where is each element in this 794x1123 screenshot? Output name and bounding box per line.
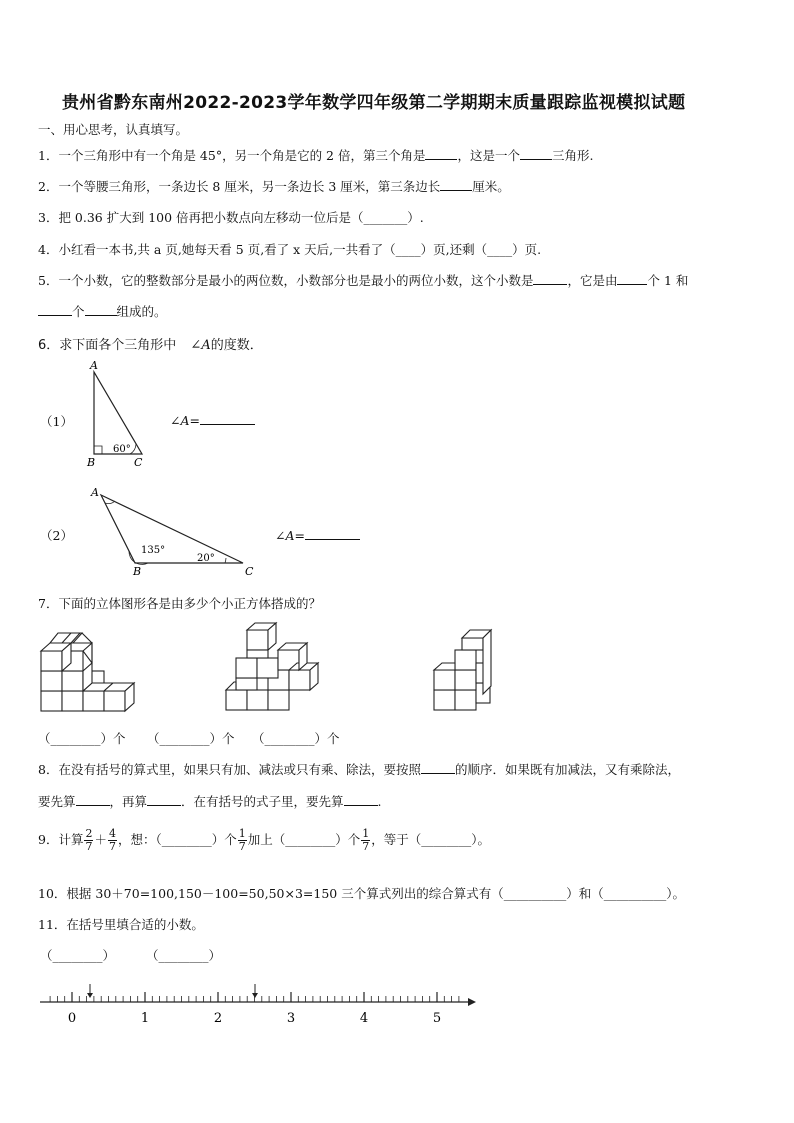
triangle-2-figure: [85, 485, 260, 577]
tri2-vertex-b: B: [133, 565, 142, 577]
question-7: 7．下面的立体图形各是由多少个小正方体搭成的？: [38, 596, 321, 611]
tri1-angle-c: 60°: [113, 444, 131, 455]
q2-text-a: 2．一个等腰三角形，一条边长 8 厘米，另一条边长 3 厘米，第三条边长: [38, 179, 441, 194]
q8-text-2d: .: [377, 794, 382, 809]
q9-f3-numerator: 1: [238, 827, 246, 840]
q8-blank-2[interactable]: [76, 793, 110, 806]
q8-text-2b: ，再算: [109, 794, 148, 809]
q11-answer-2[interactable]: （________）: [146, 948, 222, 963]
q9-add: 加上（________）个: [247, 832, 361, 847]
q9-think: ，想：（________）个: [117, 832, 237, 847]
q9-f1-numerator: 2: [85, 827, 93, 840]
number-line-arrowhead: [468, 998, 476, 1006]
question-5: [38, 271, 688, 289]
tri1-answer-label: ∠A=: [170, 413, 200, 428]
q1-text-c: 三角形.: [552, 148, 594, 163]
q11-answer-1[interactable]: （________）: [40, 948, 116, 963]
q5-text-a: 5．一个小数，它的整数部分是最小的两位数，小数部分也是最小的两位小数，这个小数是: [38, 273, 534, 288]
q7-answer-1[interactable]: （________）个: [38, 731, 126, 746]
q9-f2-denominator: 7: [108, 840, 116, 853]
q9-f4-denominator: 7: [362, 840, 370, 853]
cube-figure-1: [36, 628, 136, 714]
q2-text-b: 厘米。: [472, 179, 510, 194]
q2-blank[interactable]: [440, 178, 472, 191]
tri2-angle-b: 135°: [141, 545, 166, 556]
tri1-vertex-c: C: [134, 456, 143, 469]
question-1: [38, 146, 593, 164]
number-line-label: 5: [432, 1011, 442, 1026]
tri2-vertex-a: A: [91, 486, 99, 499]
question-2: [38, 177, 510, 195]
tri2-vertex-c: C: [245, 565, 254, 577]
q1-text-a: 1．一个三角形中有一个角是 45°，另一个角是它的 2 倍，第三个角是: [38, 148, 426, 163]
q5-blank-1[interactable]: [533, 272, 567, 285]
q5-text-e: 组成的。: [116, 304, 167, 319]
number-line-label: 3: [286, 1011, 296, 1026]
q8-blank-1[interactable]: [421, 761, 455, 774]
question-3: 3．把 0.36 扩大到 100 倍再把小数点向左移动一位后是（_______）.: [38, 210, 424, 225]
q9-fraction-1: [84, 828, 93, 853]
q9-f2-numerator: 4: [108, 827, 116, 840]
question-4: 4．小红看一本书,共 a 页,她每天看 5 页,看了 x 天后,一共看了（____）页,还剩（____）页.: [38, 242, 542, 257]
tri1-vertex-b: B: [87, 456, 96, 469]
q5-text-d: 个: [72, 304, 85, 319]
triangle-2-answer: [275, 527, 360, 543]
q9-fraction-3: [238, 828, 247, 853]
question-5-line-2: [38, 302, 167, 320]
number-line-labels: [68, 1011, 441, 1026]
triangle-1-figure: [80, 360, 160, 472]
number-line-pointer-1: [87, 984, 93, 998]
q6-angle: ∠A: [190, 338, 211, 353]
q5-blank-2[interactable]: [617, 272, 647, 285]
tri2-answer-label: ∠A=: [275, 528, 305, 543]
q1-blank-2[interactable]: [520, 147, 552, 160]
question-10: 10．根据 30＋70=100,150－100=50,50×3=150 三个算式列出的综合算式有（__________）和（__________）。: [38, 886, 685, 901]
number-line-label: 4: [359, 1011, 369, 1026]
q9-pre: 9．计算: [38, 832, 84, 847]
number-line-label: 1: [140, 1011, 150, 1026]
q7-answer-3[interactable]: （________）个: [252, 731, 340, 746]
question-8: [38, 760, 680, 778]
tri1-vertex-a: A: [90, 360, 98, 372]
cube-figure-3: [430, 628, 510, 714]
question-6: [38, 334, 263, 353]
question-9: [38, 828, 490, 853]
number-line-label: 0: [67, 1011, 77, 1026]
q5-blank-3[interactable]: [38, 303, 72, 316]
q5-text-c: 个 1 和: [647, 273, 689, 288]
question-11: 11．在括号里填合适的小数。: [38, 917, 204, 932]
q9-fraction-2: [108, 828, 117, 853]
q9-plus: ＋: [94, 832, 107, 847]
q8-text-2a: 要先算: [38, 794, 76, 809]
q7-answer-2[interactable]: （________）个: [147, 731, 235, 746]
tri2-angle-c: 20°: [197, 553, 215, 564]
q1-blank-1[interactable]: [425, 147, 457, 160]
q9-fraction-4: [361, 828, 370, 853]
section-heading: 一、用心思考，认真填写。: [38, 122, 189, 137]
q6-suffix: 的度数．: [210, 338, 263, 353]
page-title: 贵州省黔东南州2022-2023学年数学四年级第二学期期末质量跟踪监视模拟试题: [62, 93, 686, 113]
question-8-line-2: [38, 792, 382, 810]
q5-text-b: ，它是由: [567, 273, 618, 288]
q9-equals: ，等于（________）。: [371, 832, 491, 847]
cube-figure-2: [222, 620, 332, 714]
q8-blank-4[interactable]: [344, 793, 378, 806]
q8-text-1b: 的顺序．如果既有加减法，又有乘除法，: [454, 762, 680, 777]
q8-text-2c: ．在有括号的式子里，要先算: [181, 794, 344, 809]
q8-text-1a: 8．在没有括号的算式里，如果只有加、减法或只有乘、除法，要按照: [38, 762, 421, 777]
triangle-1-answer: [170, 412, 255, 428]
q9-f4-numerator: 1: [362, 827, 370, 840]
triangle-1-label: （1）: [40, 414, 73, 429]
q1-text-b: ，这是一个: [457, 148, 520, 163]
q9-f3-denominator: 7: [238, 840, 246, 853]
q6-stem: 6．求下面各个三角形中: [38, 338, 177, 353]
tri1-answer-blank[interactable]: [200, 412, 255, 425]
number-line-pointer-2: [252, 984, 258, 998]
q5-blank-4[interactable]: [85, 303, 117, 316]
triangle-2-label: （2）: [40, 528, 73, 543]
q9-f1-denominator: 7: [85, 840, 93, 853]
number-line: [36, 980, 481, 1030]
number-line-label: 2: [213, 1011, 223, 1026]
tri2-answer-blank[interactable]: [305, 527, 360, 540]
q8-blank-3[interactable]: [147, 793, 181, 806]
